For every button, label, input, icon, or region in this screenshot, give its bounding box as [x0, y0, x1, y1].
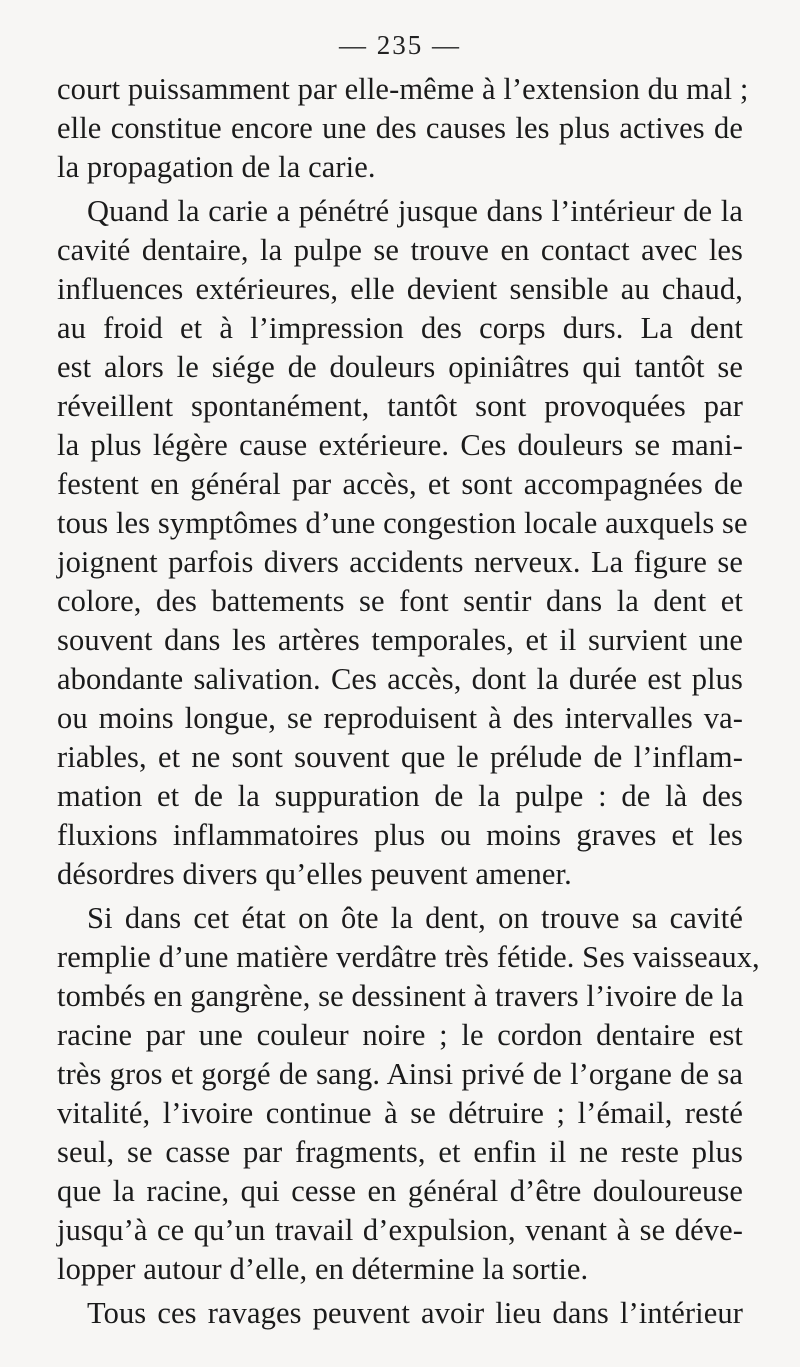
text-line: réveillent spontanément, tantôt sont provoquées par [57, 389, 743, 423]
text-line: Quand la carie a pénétré jusque dans l’intérieur de la [87, 194, 743, 228]
text-line: cavité dentaire, la pulpe se trouve en contact avec les [57, 233, 743, 267]
text-line: remplie d’une matière verdâtre très fétide. Ses vaisseaux, [57, 940, 760, 974]
paragraph-2 [57, 192, 748, 894]
text-line: festent en général par accès, et sont accompagnées de [57, 467, 743, 501]
text-line: au froid et à l’impression des corps durs. La dent [57, 311, 743, 345]
text-line: très gros et gorgé de sang. Ainsi privé de l’organe de sa [57, 1057, 743, 1091]
text-line: tombés en gangrène, se dessinent à travers l’ivoire de la [57, 979, 744, 1013]
text-line: riables, et ne sont souvent que le prélude de l’inflam- [57, 740, 743, 774]
text-line: lopper autour d’elle, en détermine la sortie. [57, 1252, 589, 1286]
text-line: que la racine, qui cesse en général d’être douloureuse [57, 1174, 743, 1208]
text-line: Si dans cet état on ôte la dent, on trouve sa cavité [87, 901, 743, 935]
text-line: seul, se casse par fragments, et enfin il ne reste plus [57, 1135, 743, 1169]
text-line: tous les symptômes d’une congestion locale auxquels se [57, 506, 748, 540]
text-line: colore, des battements se font sentir dans la dent et [57, 584, 743, 618]
paragraph-4 [57, 1294, 743, 1333]
paragraph-3 [57, 899, 760, 1289]
text-line: abondante salivation. Ces accès, dont la durée est plus [57, 662, 743, 696]
text-line: influences extérieures, elle devient sensible au chaud, [57, 272, 743, 306]
text-line: la plus légère cause extérieure. Ces douleurs se mani- [57, 428, 743, 462]
body-text [57, 70, 760, 1338]
text-line: Tous ces ravages peuvent avoir lieu dans l’intérieur [87, 1296, 743, 1330]
text-line: fluxions inflammatoires plus ou moins graves et les [57, 818, 743, 852]
text-line: joignent parfois divers accidents nerveux. La figure se [57, 545, 743, 579]
text-line: jusqu’à ce qu’un travail d’expulsion, venant à se déve- [57, 1213, 743, 1247]
text-line: racine par une couleur noire ; le cordon dentaire est [57, 1018, 743, 1052]
text-line: court puissamment par elle-même à l’extension du mal ; [57, 72, 749, 106]
page-number: — 235 — [339, 30, 461, 60]
text-line: désordres divers qu’elles peuvent amener. [57, 857, 572, 891]
text-line: mation et de la suppuration de la pulpe : de là des [57, 779, 743, 813]
text-line: la propagation de la carie. [57, 150, 376, 184]
paragraph-1 [57, 70, 749, 187]
text-line: souvent dans les artères temporales, et il survient une [57, 623, 743, 657]
text-line: vitalité, l’ivoire continue à se détruire ; l’émail, resté [57, 1096, 743, 1130]
text-line: elle constitue encore une des causes les plus actives de [57, 111, 743, 145]
text-line: ou moins longue, se reproduisent à des intervalles va- [57, 701, 743, 735]
text-line: est alors le siége de douleurs opiniâtres qui tantôt se [57, 350, 743, 384]
